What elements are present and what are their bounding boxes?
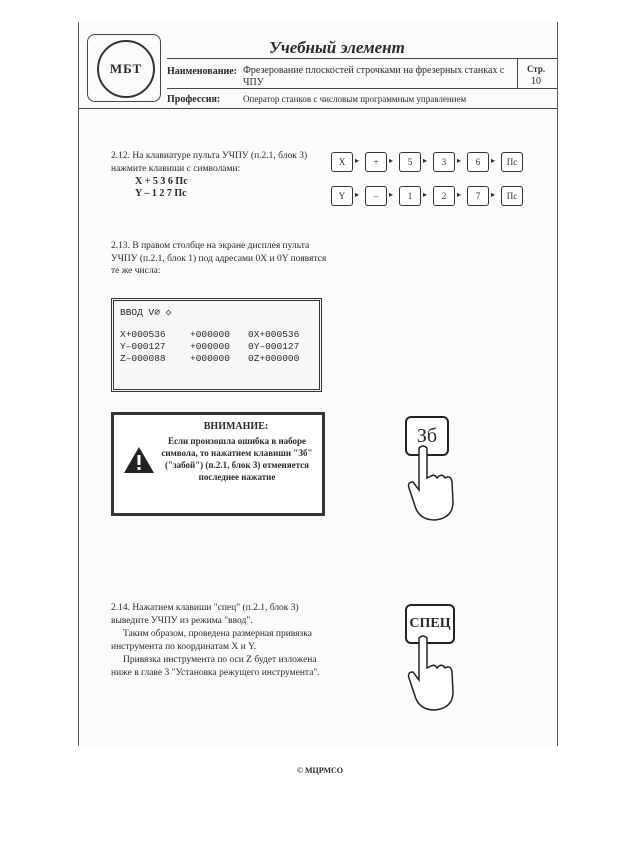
screen-cell: Y–000127 <box>120 341 166 352</box>
key-sequence-y: Y – 1 2 7 Пс <box>135 188 187 199</box>
section-2-14-p3: Привязка инструмента по оси Z будет изложена ниже в главе 3 "Установка режущего инструмента". <box>111 655 320 678</box>
screen-cell: 0X+000536 <box>248 329 300 340</box>
warning-text: Если произошла ошибка в наборе символа, то нажатием клавиши "Зб" ("забой") (п.2.1, блок 3) отменяется последнее нажатие <box>161 436 313 482</box>
screen-cell: +000000 <box>190 353 230 364</box>
arrow-icon: ▸ <box>355 156 360 165</box>
key-1[interactable]: 1 <box>399 186 421 206</box>
name-value: Фрезерование плоскостей строчками на фрезерных станках с ЧПУ <box>243 65 505 88</box>
header-bottom-rule <box>79 108 557 109</box>
page-number: 10 <box>531 76 541 87</box>
copyright-footer: © МЦРМСО <box>296 766 344 775</box>
warning-icon <box>122 445 156 475</box>
profession-label: Профессия: <box>167 94 221 105</box>
key-3[interactable]: 3 <box>433 152 455 172</box>
screen-cell: +000000 <box>190 341 230 352</box>
document-page <box>78 22 558 746</box>
key-ps[interactable]: Пс <box>501 186 523 206</box>
logo-text: МБТ <box>109 61 143 76</box>
arrow-icon: ▸ <box>389 190 394 199</box>
screen-cell: +000000 <box>190 329 230 340</box>
logo <box>87 34 161 102</box>
key-x[interactable]: X <box>331 152 353 172</box>
screen-cell: X+000536 <box>120 329 166 340</box>
screen-cell: 0Y–000127 <box>248 341 300 352</box>
arrow-icon: ▸ <box>423 156 428 165</box>
pointing-hand-icon <box>399 442 459 522</box>
key-spec[interactable]: СПЕЦ <box>405 604 455 644</box>
arrow-icon: ▸ <box>457 156 462 165</box>
logo-emblem <box>97 40 155 98</box>
name-label: Наименование: <box>167 66 237 77</box>
arrow-icon: ▸ <box>389 156 394 165</box>
page-title: Учебный элемент <box>269 38 405 57</box>
key-zb[interactable]: Зб <box>405 416 449 456</box>
screen-cell: Z–000088 <box>120 353 166 364</box>
key-5[interactable]: 5 <box>399 152 421 172</box>
warning-title: ВНИМАНИЕ: <box>203 421 269 432</box>
section-2-12-text: 2.12. На клавиатуре пульта УЧПУ (п.2.1, блок 3) нажмите клавиши с символами: <box>111 151 308 174</box>
key-7[interactable]: 7 <box>467 186 489 206</box>
display-screen <box>111 298 322 392</box>
pointing-hand-icon <box>399 632 459 712</box>
arrow-icon: ▸ <box>491 190 496 199</box>
arrow-icon: ▸ <box>423 190 428 199</box>
arrow-icon: ▸ <box>355 190 360 199</box>
key-ps[interactable]: Пс <box>501 152 523 172</box>
page-label: Стр. <box>527 64 546 74</box>
header-divider <box>167 58 557 59</box>
arrow-icon: ▸ <box>457 190 462 199</box>
key-minus[interactable]: – <box>365 186 387 206</box>
key-6[interactable]: 6 <box>467 152 489 172</box>
arrow-icon: ▸ <box>491 156 496 165</box>
section-2-14-p2: Таким образом, проведена размерная привязка инструмента по координатам X и Y. <box>111 629 312 652</box>
screen-cell: 0Z+000000 <box>248 353 300 364</box>
warning-box <box>111 412 325 516</box>
section-2-13-text: 2.13. В правом столбце на экране дисплея пульта УЧПУ (п.2.1, блок 1) под адресами 0X и 0Y появятся те же числа: <box>111 241 327 276</box>
key-sequence-x: X + 5 3 6 Пс <box>135 176 188 187</box>
page-box-divider <box>517 58 518 88</box>
section-2-14-p1: 2.14. Нажатием клавиши "спец" (п.2.1, блок 3) выведите УЧПУ из режима "ввод". <box>111 603 299 626</box>
key-y[interactable]: Y <box>331 186 353 206</box>
key-plus[interactable]: + <box>365 152 387 172</box>
screen-title: ВВОД V∅ ◇ <box>120 307 172 318</box>
key-2[interactable]: 2 <box>433 186 455 206</box>
profession-value: Оператор станков с числовым программным управлением <box>243 94 467 104</box>
